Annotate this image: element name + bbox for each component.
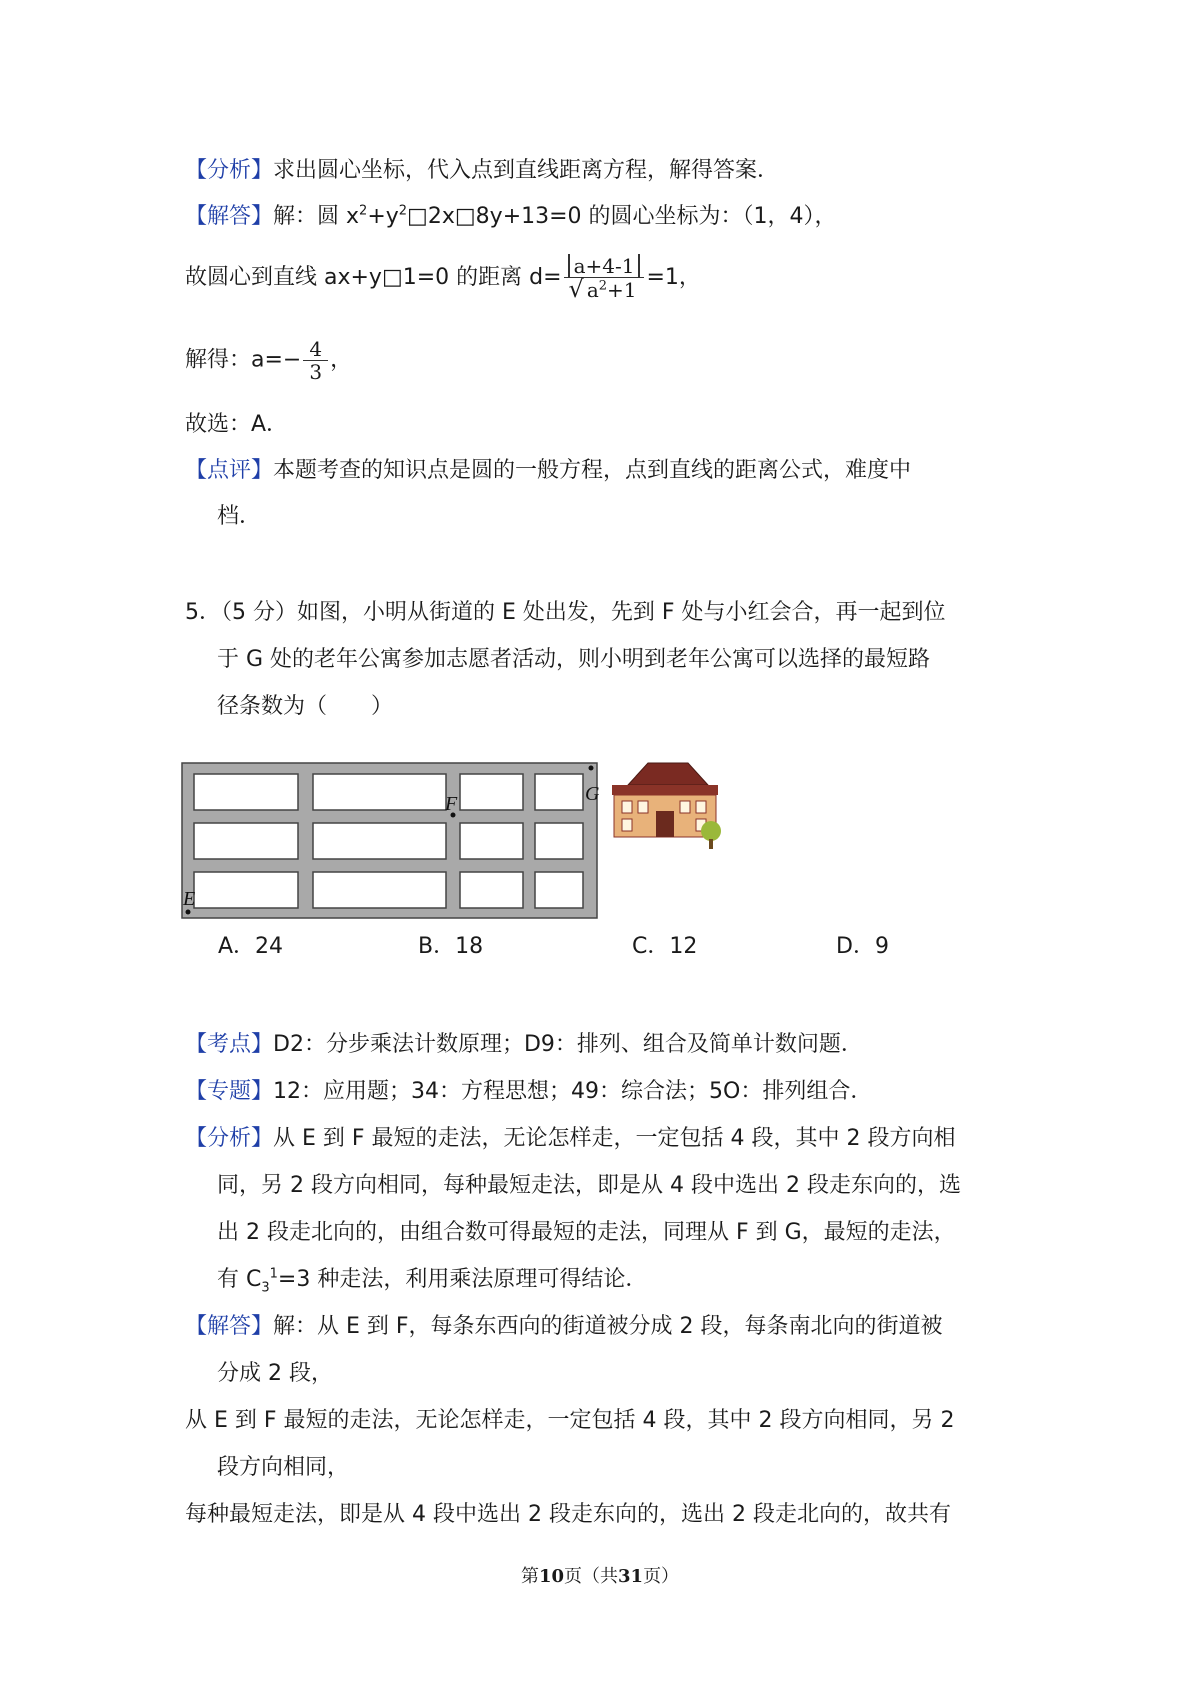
q5-knowledge-point [185,1030,863,1060]
apartment-building-icon [612,763,721,849]
minus-sign: − [282,347,302,373]
result-fraction [303,338,328,383]
q4-choice-line: 故选：A． [185,412,289,437]
q5-solution-line2: 分成 2 段， [217,1361,333,1386]
q4-distance-line [185,255,701,301]
city-block [535,774,583,810]
combination-prefix: 有 C [217,1267,262,1292]
analysis-text: 从 E 到 F 最短的走法，无论怎样走，一定包括 4 段，其中 2 段方向相 [273,1126,956,1151]
point-e-dot [186,910,191,915]
solution-text-a: 解：圆 x [273,204,360,229]
city-block [535,823,583,859]
city-block [194,872,298,908]
q5-stem-line3: 径条数为（ ） [217,694,394,719]
option-a: A．24 [218,934,284,959]
point-f-label: F [445,793,458,815]
analysis-tag: 【分析】 [185,1126,274,1151]
footer-prefix: 第 [520,1566,539,1587]
page-number: 10 [538,1566,564,1587]
analysis-text: 求出圆心坐标，代入点到直线距离方程，解得答案． [273,158,780,183]
missing-glyph-icon: □ [407,204,428,229]
result-numerator: 4 [309,337,323,361]
footer-suffix: 页） [643,1566,680,1587]
knowledge-point-text: D2：分步乘法计数原理；D9：排列、组合及简单计数问题． [273,1032,863,1057]
distance-text-suffix: =1， [646,265,701,290]
distance-text-prefix: 故圆心到直线 ax+y [185,265,382,290]
total-pages: 31 [618,1566,644,1587]
combination-superscript: 1 [269,1266,278,1282]
city-block [194,774,298,810]
solution-text-b: +y [367,204,399,229]
q5-analysis-line3: 出 2 段走北向的，由组合数可得最短的走法，同理从 F 到 G，最短的走法， [217,1220,956,1245]
street-map-figure [180,755,740,925]
comment-tag: 【点评】 [185,458,274,483]
topic-tag: 【专题】 [185,1079,274,1104]
knowledge-point-tag: 【考点】 [185,1032,274,1057]
result-text-suffix: ， [330,347,353,373]
city-block [194,823,298,859]
solution-tag: 【解答】 [185,204,274,229]
result-text-prefix: 解得：a= [185,347,283,373]
q4-comment [185,456,911,486]
solution-text-d: 8y+13=0 的圆心坐标为：（1，4）， [475,204,837,229]
point-g-label: G [585,783,600,805]
city-block [460,774,523,810]
topic-text: 12：应用题；34：方程思想；49：综合法；5O：排列组合． [273,1079,873,1104]
comment-text: 本题考查的知识点是圆的一般方程，点到直线的距离公式，难度中 [273,458,912,483]
fraction-numerator: a+4-1 [568,254,641,278]
city-block [535,872,583,908]
city-block [313,774,446,810]
q4-analysis [185,156,779,186]
point-e-label: E [183,888,196,910]
page-footer [0,1562,1200,1588]
city-block [460,872,523,908]
analysis-tag: 【分析】 [185,158,274,183]
solution-tag: 【解答】 [185,1314,274,1339]
fraction-denominator-tail: +1 [607,278,637,302]
q4-comment-cont: 档． [217,504,262,529]
q5-solution-line1 [185,1312,943,1342]
result-denominator: 3 [303,360,328,383]
option-c: C．12 [632,934,698,959]
q5-stem-line1: 5．（5 分）如图，小明从街道的 E 处出发，先到 F 处与小红会合，再一起到位 [185,600,946,625]
missing-glyph-icon: □ [454,204,476,229]
q5-solution-line3: 从 E 到 F 最短的走法，无论怎样走，一定包括 4 段，其中 2 段方向相同，另 2 [185,1408,955,1433]
option-b: B．18 [418,934,484,959]
missing-glyph-icon: □ [381,265,403,290]
city-block [460,823,523,859]
city-block [313,823,446,859]
solution-text: 解：从 E 到 F，每条东西向的街道被分成 2 段，每条南北向的街道被 [273,1314,943,1339]
q5-stem-line2: 于 G 处的老年公寓参加志愿者活动，则小明到老年公寓可以选择的最短路 [217,647,931,672]
q5-analysis-line4 [217,1265,647,1295]
fraction-denominator: a [586,278,599,302]
distance-text-mid: 1=0 的距离 d= [402,265,562,290]
q4-solution: 【解答】解：圆 $x^2+y^2□2x□8y+13=0$ 的圆心坐标为：（1，4）， [185,203,837,229]
footer-mid: 页（共 [564,1566,618,1587]
solution-text-c: 2x [427,204,455,229]
distance-fraction: $\frac{a+4-1}{√ a^2+1}$ [564,255,645,301]
q5-topic [185,1077,872,1107]
combination-suffix: =3 种走法，利用乘法原理可得结论． [277,1267,648,1292]
q5-analysis-line1 [185,1124,956,1154]
city-block [313,872,446,908]
point-g-dot [589,766,594,771]
q5-analysis-line2: 同，另 2 段方向相同，每种最短走法，即是从 4 段中选出 2 段走东向的，选 [217,1173,961,1198]
option-d: D．9 [836,934,889,959]
combination-subscript: 3 [261,1280,270,1296]
q4-result-line [185,338,352,383]
q5-solution-line4: 段方向相同， [217,1455,350,1480]
q5-solution-line5: 每种最短走法，即是从 4 段中选出 2 段走东向的，选出 2 段走北向的，故共有 [185,1502,951,1527]
